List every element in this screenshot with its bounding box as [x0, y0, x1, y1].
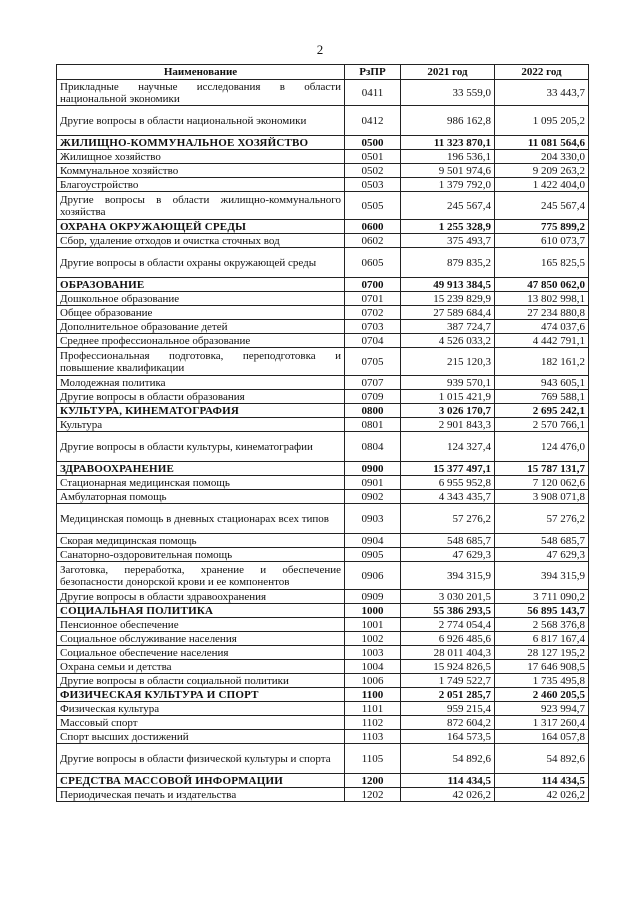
row-code: 0505: [345, 192, 401, 220]
table-row: [57, 306, 589, 320]
row-name: Другие вопросы в области здравоохранения: [57, 590, 345, 604]
table-row: [57, 548, 589, 562]
row-code: 0500: [345, 136, 401, 150]
row-value-2022: 2 568 376,8: [495, 618, 589, 632]
row-value-2021: 15 924 826,5: [401, 660, 495, 674]
row-name: ЗДРАВООХРАНЕНИЕ: [57, 462, 345, 476]
row-code: 0900: [345, 462, 401, 476]
table-row: [57, 562, 589, 590]
section-row: [57, 688, 589, 702]
row-value-2022: 42 026,2: [495, 788, 589, 802]
row-code: 0501: [345, 150, 401, 164]
row-value-2022: 54 892,6: [495, 744, 589, 774]
row-value-2021: 55 386 293,5: [401, 604, 495, 618]
row-code: 0705: [345, 348, 401, 376]
row-code: 0411: [345, 80, 401, 106]
row-name: КУЛЬТУРА, КИНЕМАТОГРАФИЯ: [57, 404, 345, 418]
row-value-2021: 2 901 843,3: [401, 418, 495, 432]
row-code: 0704: [345, 334, 401, 348]
row-name: Культура: [57, 418, 345, 432]
row-name: Пенсионное обеспечение: [57, 618, 345, 632]
row-value-2022: 28 127 195,2: [495, 646, 589, 660]
row-value-2021: 42 026,2: [401, 788, 495, 802]
table-row: [57, 716, 589, 730]
row-value-2021: 6 955 952,8: [401, 476, 495, 490]
row-value-2022: 17 646 908,5: [495, 660, 589, 674]
row-code: 0909: [345, 590, 401, 604]
section-row: [57, 462, 589, 476]
row-name: Прикладные научные исследования в области национальной экономики: [57, 80, 345, 106]
header-code: РзПР: [345, 65, 401, 80]
section-row: [57, 404, 589, 418]
row-value-2022: 182 161,2: [495, 348, 589, 376]
row-code: 0602: [345, 234, 401, 248]
table-row: [57, 234, 589, 248]
row-value-2021: 215 120,3: [401, 348, 495, 376]
row-value-2022: 775 899,2: [495, 220, 589, 234]
table-row: [57, 590, 589, 604]
row-code: 1101: [345, 702, 401, 716]
row-code: 0804: [345, 432, 401, 462]
row-value-2021: 15 239 829,9: [401, 292, 495, 306]
table-row: [57, 674, 589, 688]
row-code: 1000: [345, 604, 401, 618]
table-row: [57, 432, 589, 462]
row-code: 1202: [345, 788, 401, 802]
row-name: Спорт высших достижений: [57, 730, 345, 744]
row-code: 0503: [345, 178, 401, 192]
row-name: Сбор, удаление отходов и очистка сточных вод: [57, 234, 345, 248]
row-name: Дошкольное образование: [57, 292, 345, 306]
row-code: 1004: [345, 660, 401, 674]
row-value-2021: 28 011 404,3: [401, 646, 495, 660]
row-value-2022: 610 073,7: [495, 234, 589, 248]
row-value-2022: 27 234 880,8: [495, 306, 589, 320]
table-row: [57, 320, 589, 334]
row-value-2021: 4 526 033,2: [401, 334, 495, 348]
row-value-2021: 387 724,7: [401, 320, 495, 334]
row-code: 1002: [345, 632, 401, 646]
row-value-2022: 923 994,7: [495, 702, 589, 716]
row-code: 1003: [345, 646, 401, 660]
row-name: Дополнительное образование детей: [57, 320, 345, 334]
row-value-2021: 33 559,0: [401, 80, 495, 106]
row-value-2022: 164 057,8: [495, 730, 589, 744]
table-row: [57, 618, 589, 632]
table-row: [57, 150, 589, 164]
row-value-2021: 47 629,3: [401, 548, 495, 562]
row-value-2022: 13 802 998,1: [495, 292, 589, 306]
table-row: [57, 376, 589, 390]
row-code: 0904: [345, 534, 401, 548]
row-value-2022: 57 276,2: [495, 504, 589, 534]
table-row: [57, 390, 589, 404]
table-row: [57, 192, 589, 220]
row-value-2022: 2 570 766,1: [495, 418, 589, 432]
table-row: [57, 490, 589, 504]
row-value-2021: 959 215,4: [401, 702, 495, 716]
row-name: ОБРАЗОВАНИЕ: [57, 278, 345, 292]
table-row: [57, 178, 589, 192]
row-code: 0801: [345, 418, 401, 432]
row-name: Заготовка, переработка, хранение и обеспечение безопасности донорской крови и ее компонентов: [57, 562, 345, 590]
row-value-2021: 3 026 170,7: [401, 404, 495, 418]
row-code: 0702: [345, 306, 401, 320]
row-value-2022: 56 895 143,7: [495, 604, 589, 618]
table-row: [57, 80, 589, 106]
row-name: Коммунальное хозяйство: [57, 164, 345, 178]
row-name: Другие вопросы в области охраны окружающей среды: [57, 248, 345, 278]
row-value-2021: 2 051 285,7: [401, 688, 495, 702]
row-value-2022: 9 209 263,2: [495, 164, 589, 178]
table-body: [57, 80, 589, 802]
section-row: [57, 604, 589, 618]
header-year-2021: 2021 год: [401, 65, 495, 80]
row-value-2021: 124 327,4: [401, 432, 495, 462]
row-value-2021: 11 323 870,1: [401, 136, 495, 150]
table-header-row: [57, 65, 589, 80]
row-code: 1006: [345, 674, 401, 688]
row-name: Молодежная политика: [57, 376, 345, 390]
row-value-2022: 47 629,3: [495, 548, 589, 562]
table-row: [57, 632, 589, 646]
table-row: [57, 646, 589, 660]
row-value-2021: 375 493,7: [401, 234, 495, 248]
row-name: Другие вопросы в области социальной политики: [57, 674, 345, 688]
table-row: [57, 730, 589, 744]
row-name: ЖИЛИЩНО-КОММУНАЛЬНОЕ ХОЗЯЙСТВО: [57, 136, 345, 150]
section-row: [57, 278, 589, 292]
row-value-2022: 6 817 167,4: [495, 632, 589, 646]
table-row: [57, 744, 589, 774]
row-value-2021: 15 377 497,1: [401, 462, 495, 476]
section-row: [57, 774, 589, 788]
row-value-2021: 1 015 421,9: [401, 390, 495, 404]
row-code: 0800: [345, 404, 401, 418]
header-year-2022: 2022 год: [495, 65, 589, 80]
row-code: 0701: [345, 292, 401, 306]
row-value-2022: 47 850 062,0: [495, 278, 589, 292]
row-code: 1100: [345, 688, 401, 702]
row-value-2022: 1 095 205,2: [495, 106, 589, 136]
row-name: ФИЗИЧЕСКАЯ КУЛЬТУРА И СПОРТ: [57, 688, 345, 702]
row-value-2022: 2 695 242,1: [495, 404, 589, 418]
row-value-2022: 2 460 205,5: [495, 688, 589, 702]
row-name: Амбулаторная помощь: [57, 490, 345, 504]
table-row: [57, 702, 589, 716]
row-name: Физическая культура: [57, 702, 345, 716]
row-name: Другие вопросы в области образования: [57, 390, 345, 404]
table-row: [57, 788, 589, 802]
row-value-2021: 548 685,7: [401, 534, 495, 548]
row-name: Охрана семьи и детства: [57, 660, 345, 674]
table-row: [57, 248, 589, 278]
row-name: Периодическая печать и издательства: [57, 788, 345, 802]
row-value-2021: 114 434,5: [401, 774, 495, 788]
row-name: Среднее профессиональное образование: [57, 334, 345, 348]
row-value-2022: 1 317 260,4: [495, 716, 589, 730]
table-row: [57, 534, 589, 548]
row-value-2022: 3 711 090,2: [495, 590, 589, 604]
row-code: 0903: [345, 504, 401, 534]
page-number: 2: [316, 42, 324, 57]
row-name: Другие вопросы в области физической культуры и спорта: [57, 744, 345, 774]
row-value-2021: 9 501 974,6: [401, 164, 495, 178]
row-value-2022: 245 567,4: [495, 192, 589, 220]
table-row: [57, 292, 589, 306]
row-value-2022: 943 605,1: [495, 376, 589, 390]
table-row: [57, 348, 589, 376]
table-row: [57, 106, 589, 136]
row-code: 0700: [345, 278, 401, 292]
row-value-2021: 57 276,2: [401, 504, 495, 534]
budget-table: [56, 64, 589, 802]
table-row: [57, 418, 589, 432]
row-name: Другие вопросы в области культуры, кинематографии: [57, 432, 345, 462]
row-name: СОЦИАЛЬНАЯ ПОЛИТИКА: [57, 604, 345, 618]
row-code: 0902: [345, 490, 401, 504]
row-name: Социальное обеспечение населения: [57, 646, 345, 660]
row-name: Стационарная медицинская помощь: [57, 476, 345, 490]
row-code: 0600: [345, 220, 401, 234]
row-value-2021: 939 570,1: [401, 376, 495, 390]
row-value-2021: 986 162,8: [401, 106, 495, 136]
row-value-2021: 3 030 201,5: [401, 590, 495, 604]
row-value-2022: 33 443,7: [495, 80, 589, 106]
table-row: [57, 660, 589, 674]
table-row: [57, 164, 589, 178]
row-value-2022: 769 588,1: [495, 390, 589, 404]
row-value-2021: 196 536,1: [401, 150, 495, 164]
row-code: 1103: [345, 730, 401, 744]
row-name: СРЕДСТВА МАССОВОЙ ИНФОРМАЦИИ: [57, 774, 345, 788]
row-value-2022: 474 037,6: [495, 320, 589, 334]
row-value-2021: 394 315,9: [401, 562, 495, 590]
row-value-2022: 548 685,7: [495, 534, 589, 548]
row-value-2022: 11 081 564,6: [495, 136, 589, 150]
row-value-2021: 6 926 485,6: [401, 632, 495, 646]
table-row: [57, 504, 589, 534]
row-name: Скорая медицинская помощь: [57, 534, 345, 548]
row-name: Жилищное хозяйство: [57, 150, 345, 164]
row-code: 0707: [345, 376, 401, 390]
row-code: 0703: [345, 320, 401, 334]
row-code: 1200: [345, 774, 401, 788]
row-value-2022: 204 330,0: [495, 150, 589, 164]
table-row: [57, 334, 589, 348]
row-value-2022: 15 787 131,7: [495, 462, 589, 476]
row-code: 0412: [345, 106, 401, 136]
row-name: Другие вопросы в области жилищно-коммунального хозяйства: [57, 192, 345, 220]
section-row: [57, 220, 589, 234]
row-value-2021: 4 343 435,7: [401, 490, 495, 504]
row-value-2021: 164 573,5: [401, 730, 495, 744]
row-value-2021: 27 589 684,4: [401, 306, 495, 320]
header-name: Наименование: [57, 65, 345, 80]
row-code: 0709: [345, 390, 401, 404]
row-code: 1102: [345, 716, 401, 730]
row-name: Массовый спорт: [57, 716, 345, 730]
row-value-2022: 394 315,9: [495, 562, 589, 590]
row-value-2021: 49 913 384,5: [401, 278, 495, 292]
row-name: ОХРАНА ОКРУЖАЮЩЕЙ СРЕДЫ: [57, 220, 345, 234]
row-value-2021: 2 774 054,4: [401, 618, 495, 632]
row-value-2021: 1 379 792,0: [401, 178, 495, 192]
row-value-2021: 1 749 522,7: [401, 674, 495, 688]
row-code: 1105: [345, 744, 401, 774]
row-name: Социальное обслуживание населения: [57, 632, 345, 646]
row-code: 0901: [345, 476, 401, 490]
row-value-2022: 124 476,0: [495, 432, 589, 462]
section-row: [57, 136, 589, 150]
row-value-2021: 879 835,2: [401, 248, 495, 278]
row-name: Медицинская помощь в дневных стационарах всех типов: [57, 504, 345, 534]
row-value-2022: 1 422 404,0: [495, 178, 589, 192]
row-name: Благоустройство: [57, 178, 345, 192]
row-name: Профессиональная подготовка, переподготовка и повышение квалификации: [57, 348, 345, 376]
row-value-2022: 3 908 071,8: [495, 490, 589, 504]
row-value-2021: 245 567,4: [401, 192, 495, 220]
row-code: 1001: [345, 618, 401, 632]
row-value-2022: 114 434,5: [495, 774, 589, 788]
row-name: Санаторно-оздоровительная помощь: [57, 548, 345, 562]
row-value-2021: 872 604,2: [401, 716, 495, 730]
row-value-2022: 165 825,5: [495, 248, 589, 278]
row-name: Общее образование: [57, 306, 345, 320]
row-value-2022: 7 120 062,6: [495, 476, 589, 490]
row-code: 0905: [345, 548, 401, 562]
table-row: [57, 476, 589, 490]
row-value-2022: 1 735 495,8: [495, 674, 589, 688]
row-value-2021: 54 892,6: [401, 744, 495, 774]
row-value-2021: 1 255 328,9: [401, 220, 495, 234]
row-code: 0502: [345, 164, 401, 178]
row-value-2022: 4 442 791,1: [495, 334, 589, 348]
row-name: Другие вопросы в области национальной экономики: [57, 106, 345, 136]
row-code: 0605: [345, 248, 401, 278]
row-code: 0906: [345, 562, 401, 590]
